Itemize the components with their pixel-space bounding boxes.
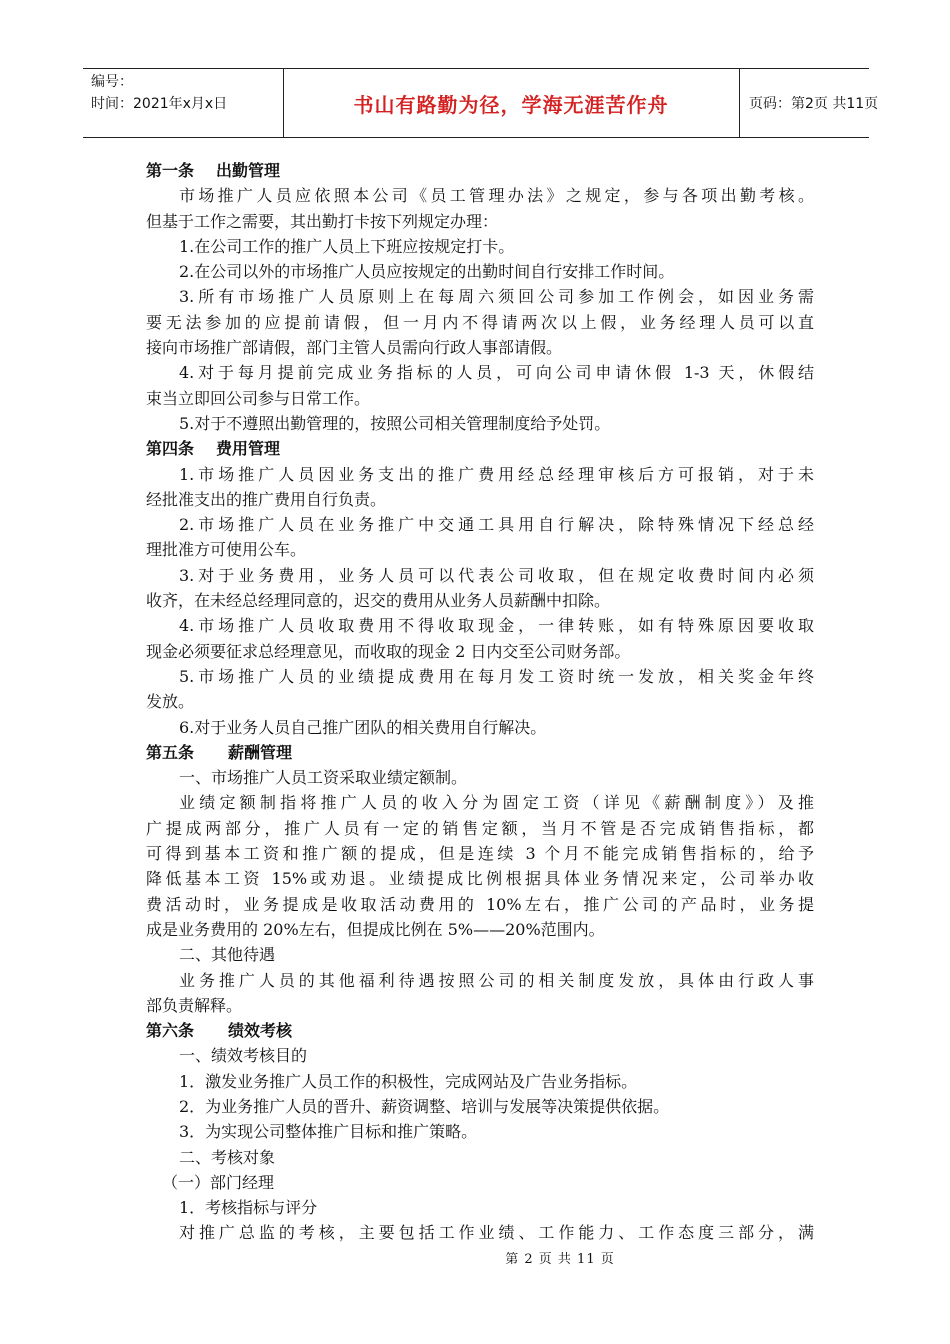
paragraph-line: 1.市场推广人员因业务支出的推广费用经总经理审核后方可报销，对于未 — [179, 464, 814, 484]
paragraph-line: 1．激发业务推广人员工作的积极性，完成网站及广告业务指标。 — [179, 1071, 638, 1091]
paragraph-line: 2.市场推广人员在业务推广中交通工具用自行解决，除特殊情况下经总经 — [179, 515, 814, 535]
header-motto-cell — [283, 69, 740, 137]
header-motto: 书山有路勤为径，学海无涯苦作舟 — [353, 93, 669, 117]
paragraph-line: 可得到基本工资和推广额的提成，但是连续 3 个月不能完成销售指标的，给予 — [146, 844, 814, 864]
paragraph-line: 要无法参加的应提前请假，但一月内不得请两次以上假，业务经理人员可以直 — [146, 312, 814, 332]
page-footer: 第 2 页 共 11 页 — [505, 1252, 615, 1267]
paragraph-line: 一、绩效考核目的 — [179, 1046, 308, 1066]
header-meta-cell — [83, 69, 284, 137]
article-number: 第一条 — [146, 161, 195, 180]
article-heading — [146, 1018, 814, 1043]
paragraph-line: 3.所有市场推广人员原则上在每周六须回公司参加工作例会，如因业务需 — [179, 287, 814, 307]
paragraph-line: 但基于工作之需要，其出勤打卡按下列规定办理： — [146, 211, 499, 231]
paragraph-line: 4.对于每月提前完成业务指标的人员，可向公司申请休假 1-3 天，休假结 — [179, 363, 814, 383]
paragraph-line: 对推广总监的考核，主要包括工作业绩、工作能力、工作态度三部分，满 — [179, 1223, 814, 1243]
paragraph-line: 部负责解释。 — [146, 995, 243, 1015]
paragraph-line: 降低基本工资 15%或劝退。业绩提成比例根据具体业务情况来定，公司举办收 — [146, 869, 814, 889]
paragraph-line: 现金必须要征求总经理意见，而收取的现金 2 日内交至公司财务部。 — [146, 641, 631, 661]
paragraph-line: 1.在公司工作的推广人员上下班应按规定打卡。 — [179, 236, 515, 256]
article-title: 费用管理 — [216, 439, 281, 459]
article-heading — [146, 740, 814, 765]
paragraph-line: 6.对于业务人员自己推广团队的相关费用自行解决。 — [179, 717, 547, 737]
paragraph-line: 3．为实现公司整体推广目标和推广策略。 — [179, 1122, 478, 1142]
article-title: 出勤管理 — [216, 161, 281, 180]
article-number: 第四条 — [146, 439, 195, 459]
document-number: 编号： — [91, 74, 133, 90]
paragraph-line: 二、其他待遇 — [179, 945, 276, 965]
paragraph-line: 业务推广人员的其他福利待遇按照公司的相关制度发放，具体由行政人事 — [179, 970, 814, 990]
article-heading — [146, 158, 814, 183]
paragraph-line: 经批准支出的推广费用自行负责。 — [146, 489, 387, 509]
article-number: 第五条 — [146, 742, 195, 762]
article-title: 薪酬管理 — [228, 742, 293, 762]
header-page-cell — [739, 69, 879, 137]
paragraph-line: 发放。 — [146, 692, 195, 712]
article-title: 绩效考核 — [228, 1021, 293, 1041]
paragraph-line: 收齐，在未经总经理同意的，迟交的费用从业务人员薪酬中扣除。 — [146, 591, 611, 611]
paragraph-line: 理批准方可使用公车。 — [146, 540, 307, 560]
paragraph-line: 市场推广人员应依照本公司《员工管理办法》之规定，参与各项出勤考核。 — [179, 186, 814, 206]
document-header — [83, 68, 879, 138]
paragraph-line: （一）部门经理 — [162, 1172, 275, 1192]
paragraph-line: 广提成两部分，推广人员有一定的销售定额，当月不管是否完成销售指标，都 — [146, 818, 814, 838]
paragraph-line: 2.在公司以外的市场推广人员应按规定的出勤时间自行安排工作时间。 — [179, 262, 675, 282]
paragraph-line: 4.市场推广人员收取费用不得收取现金，一律转账，如有特殊原因要收取 — [179, 616, 814, 636]
paragraph-line: 业绩定额制指将推广人员的收入分为固定工资（详见《薪酬制度》）及推 — [179, 793, 814, 813]
paragraph-line: 5.市场推广人员的业绩提成费用在每月发工资时统一发放，相关奖金年终 — [179, 666, 814, 686]
paragraph-line: 3.对于业务费用，业务人员可以代表公司收取，但在规定收费时间内必须 — [179, 565, 814, 585]
paragraph-line: 接向市场推广部请假，部门主管人员需向行政人事部请假。 — [146, 338, 563, 358]
paragraph-line: 二、考核对象 — [179, 1147, 276, 1167]
paragraph-line: 1．考核指标与评分 — [179, 1198, 318, 1218]
paragraph-line: 费活动时，业务提成是收取活动费用的 10%左右，推广公司的产品时，业务提 — [146, 894, 814, 914]
paragraph-line: 束当立即回公司参与日常工作。 — [146, 388, 371, 408]
document-body — [146, 158, 814, 1246]
paragraph-line: 2．为业务推广人员的晋升、薪资调整、培训与发展等决策提供依据。 — [179, 1096, 670, 1116]
article-number: 第六条 — [146, 1021, 195, 1041]
document-date: 时间：2021年x月x日 — [91, 96, 228, 112]
paragraph-line: 成是业务费用的 20%左右，但提成比例在 5%——20%范围内。 — [146, 919, 605, 939]
paragraph-line: 5.对于不遵照出勤管理的，按照公司相关管理制度给予处罚。 — [179, 413, 611, 433]
paragraph-line: 一、市场推广人员工资采取业绩定额制。 — [179, 768, 468, 788]
header-page-info: 页码：第2页 共11页 — [749, 96, 879, 112]
article-heading — [146, 436, 814, 461]
